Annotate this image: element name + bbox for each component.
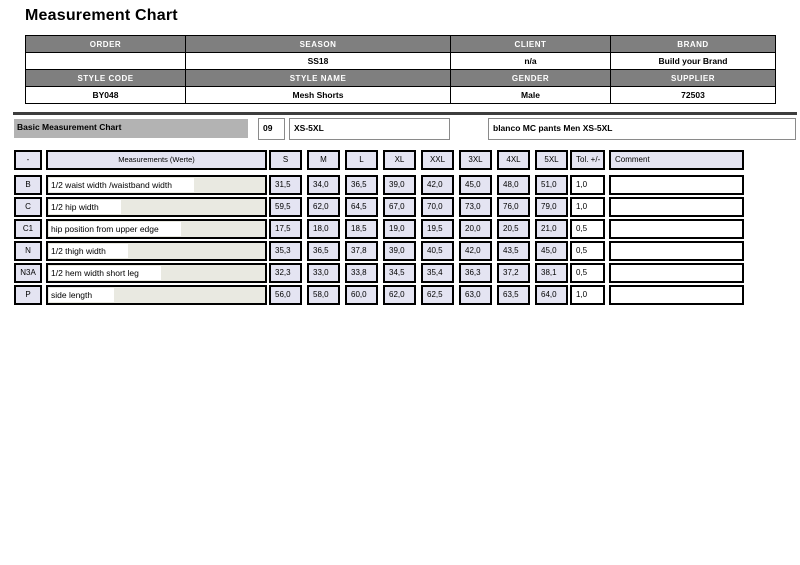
size-value-cell: 45,0	[459, 175, 492, 195]
size-value-cell: 37,2	[497, 263, 530, 283]
client-header: CLIENT	[451, 36, 611, 53]
brand-header: BRAND	[611, 36, 776, 53]
size-value-cell: 60,0	[345, 285, 378, 305]
col-header-tolerance: Tol. +/-	[570, 150, 605, 170]
measurement-code-cell: B	[14, 175, 42, 195]
size-value-cell: 20,5	[497, 219, 530, 239]
size-value-cell: 76,0	[497, 197, 530, 217]
size-value-cell: 19,5	[421, 219, 454, 239]
comment-cell[interactable]	[609, 219, 744, 239]
size-value-cell: 32,3	[269, 263, 302, 283]
col-header-measurements: Measurements (Werte)	[46, 150, 267, 170]
size-value-cell: 62,0	[383, 285, 416, 305]
measurement-name-label: 1/2 hem width short leg	[49, 266, 161, 280]
col-header-size-5xl: 5XL	[535, 150, 568, 170]
size-value-cell: 43,5	[497, 241, 530, 261]
chart-description-field[interactable]: blanco MC pants Men XS-5XL	[488, 118, 796, 140]
page-title: Measurement Chart	[25, 7, 178, 24]
size-value-cell: 79,0	[535, 197, 568, 217]
size-value-cell: 62,5	[421, 285, 454, 305]
order-header: ORDER	[26, 36, 186, 53]
size-value-cell: 33,8	[345, 263, 378, 283]
tolerance-cell: 1,0	[570, 285, 605, 305]
comment-cell[interactable]	[609, 285, 744, 305]
brand-value: Build your Brand	[611, 53, 776, 70]
tolerance-cell: 0,5	[570, 263, 605, 283]
size-value-cell: 38,1	[535, 263, 568, 283]
measurement-name-label: 1/2 thigh width	[49, 244, 128, 258]
measurement-row-c	[14, 197, 744, 217]
size-value-cell: 45,0	[535, 241, 568, 261]
comment-cell[interactable]	[609, 241, 744, 261]
section-label: Basic Measurement Chart	[14, 119, 248, 138]
size-value-cell: 33,0	[307, 263, 340, 283]
size-value-cell: 17,5	[269, 219, 302, 239]
supplier-header: SUPPLIER	[611, 70, 776, 87]
order-info-table	[25, 35, 776, 104]
size-value-cell: 34,0	[307, 175, 340, 195]
info-value-row-2	[26, 87, 776, 104]
comment-cell[interactable]	[609, 175, 744, 195]
season-header: SEASON	[186, 36, 451, 53]
col-header-size-l: L	[345, 150, 378, 170]
measurement-name-cell	[46, 285, 267, 305]
size-value-cell: 58,0	[307, 285, 340, 305]
size-value-cell: 42,0	[421, 175, 454, 195]
col-header-size-s: S	[269, 150, 302, 170]
measurement-name-cell	[46, 219, 267, 239]
measurement-name-cell	[46, 175, 267, 195]
size-range-field[interactable]: XS-5XL	[289, 118, 450, 140]
measurement-row-n	[14, 241, 744, 261]
col-header-code: -	[14, 150, 42, 170]
basic-measurement-section	[14, 118, 796, 140]
size-value-cell: 56,0	[269, 285, 302, 305]
size-value-cell: 21,0	[535, 219, 568, 239]
size-value-cell: 34,5	[383, 263, 416, 283]
measurement-code-cell: C	[14, 197, 42, 217]
size-value-cell: 18,0	[307, 219, 340, 239]
style-code-header: STYLE CODE	[26, 70, 186, 87]
measurement-code-cell: N3A	[14, 263, 42, 283]
size-value-cell: 63,5	[497, 285, 530, 305]
measurement-row-n3a	[14, 263, 744, 283]
comment-cell[interactable]	[609, 197, 744, 217]
measurement-name-label: side length	[49, 288, 114, 302]
gender-value: Male	[451, 87, 611, 104]
tolerance-cell: 0,5	[570, 219, 605, 239]
measurement-code-cell: C1	[14, 219, 42, 239]
section-divider-line	[13, 112, 797, 115]
measurement-name-label: 1/2 hip width	[49, 200, 121, 214]
measurement-row-c1	[14, 219, 744, 239]
size-value-cell: 39,0	[383, 175, 416, 195]
size-value-cell: 39,0	[383, 241, 416, 261]
info-value-row-1	[26, 53, 776, 70]
size-value-cell: 48,0	[497, 175, 530, 195]
size-value-cell: 67,0	[383, 197, 416, 217]
size-value-cell: 73,0	[459, 197, 492, 217]
size-value-cell: 36,3	[459, 263, 492, 283]
size-value-cell: 64,5	[345, 197, 378, 217]
size-value-cell: 18,5	[345, 219, 378, 239]
measurement-code-cell: P	[14, 285, 42, 305]
size-value-cell: 40,5	[421, 241, 454, 261]
info-header-row-1	[26, 36, 776, 53]
size-value-cell: 37,8	[345, 241, 378, 261]
measurement-name-cell	[46, 197, 267, 217]
comment-cell[interactable]	[609, 263, 744, 283]
size-value-cell: 20,0	[459, 219, 492, 239]
measurement-code-cell: N	[14, 241, 42, 261]
client-value: n/a	[451, 53, 611, 70]
col-header-size-4xl: 4XL	[497, 150, 530, 170]
size-value-cell: 35,4	[421, 263, 454, 283]
size-value-cell: 70,0	[421, 197, 454, 217]
col-header-comment: Comment	[609, 150, 744, 170]
measurement-name-cell	[46, 263, 267, 283]
measurement-row-p	[14, 285, 744, 305]
gender-header: GENDER	[451, 70, 611, 87]
size-value-cell: 51,0	[535, 175, 568, 195]
info-header-row-2	[26, 70, 776, 87]
tolerance-cell: 0,5	[570, 241, 605, 261]
col-header-size-xxl: XXL	[421, 150, 454, 170]
size-value-cell: 64,0	[535, 285, 568, 305]
size-value-cell: 19,0	[383, 219, 416, 239]
supplier-value: 72503	[611, 87, 776, 104]
size-value-cell: 42,0	[459, 241, 492, 261]
measurement-row-b	[14, 175, 744, 195]
order-value	[26, 53, 186, 70]
size-value-cell: 59,5	[269, 197, 302, 217]
col-header-size-3xl: 3XL	[459, 150, 492, 170]
tolerance-cell: 1,0	[570, 175, 605, 195]
chart-code-field[interactable]: 09	[258, 118, 285, 140]
measurement-table-header-row	[14, 150, 744, 170]
style-code-value: BY048	[26, 87, 186, 104]
col-header-size-xl: XL	[383, 150, 416, 170]
tolerance-cell: 1,0	[570, 197, 605, 217]
col-header-size-m: M	[307, 150, 340, 170]
measurement-name-label: 1/2 waist width /waistband width	[49, 178, 194, 192]
size-value-cell: 31,5	[269, 175, 302, 195]
size-value-cell: 62,0	[307, 197, 340, 217]
style-name-header: STYLE NAME	[186, 70, 451, 87]
measurement-name-label: hip position from upper edge	[49, 222, 181, 236]
size-value-cell: 35,3	[269, 241, 302, 261]
measurement-name-cell	[46, 241, 267, 261]
season-value: SS18	[186, 53, 451, 70]
size-value-cell: 36,5	[307, 241, 340, 261]
style-name-value: Mesh Shorts	[186, 87, 451, 104]
size-value-cell: 36,5	[345, 175, 378, 195]
measurement-table	[14, 150, 744, 305]
size-value-cell: 63,0	[459, 285, 492, 305]
